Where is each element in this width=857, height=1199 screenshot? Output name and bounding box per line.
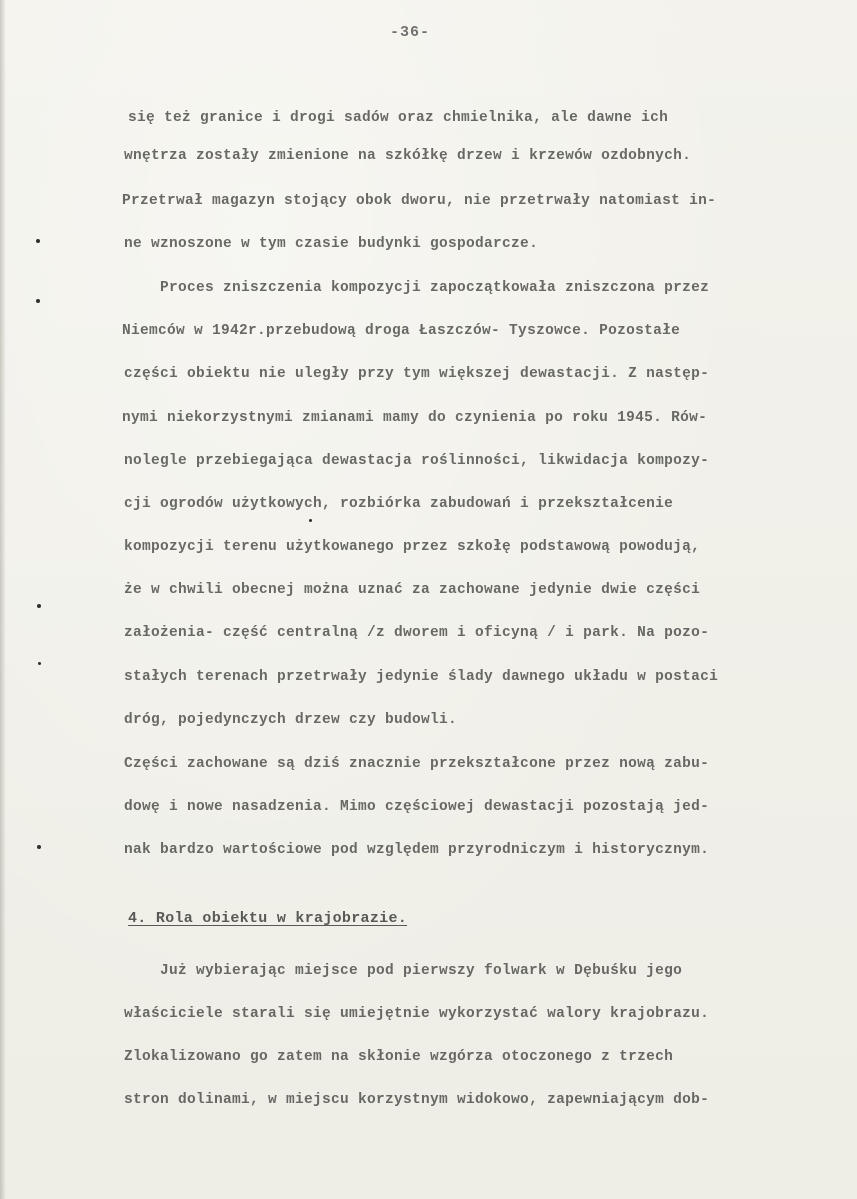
scan-speck [38,662,41,665]
text-line: Niemców w 1942r.przebudową droga Łaszczów- Tyszowce. Pozostałe [122,323,681,339]
text-line: ne wznoszone w tym czasie budynki gospodarcze. [124,236,539,252]
text-line: Proces zniszczenia kompozycji zapoczątkowała zniszczona przez [160,280,710,296]
section-heading: 4. Rola obiektu w krajobrazie. [128,910,408,927]
text-line: dowę i nowe nasadzenia. Mimo częściowej dewastacji pozostają jed- [124,799,710,815]
text-line: nolegle przebiegająca dewastacja roślinności, likwidacja kompozy- [124,453,710,469]
page-edge-shadow [0,0,6,1199]
text-line: że w chwili obecnej można uznać za zachowane jedynie dwie części [124,582,701,598]
scan-speck [37,845,41,849]
text-line: nak bardzo wartościowe pod względem przyrodniczym i historycznym. [124,842,710,858]
text-line: stron dolinami, w miejscu korzystnym widokowo, zapewniającym dob- [124,1092,710,1108]
scan-speck [37,604,41,608]
scan-speck [36,239,40,243]
text-line: Zlokalizowano go zatem na skłonie wzgórza otoczonego z trzech [124,1049,674,1065]
text-line: Przetrwał magazyn stojący obok dworu, nie przetrwały natomiast in- [122,193,717,209]
text-line: wnętrza zostały zmienione na szkółkę drzew i krzewów ozdobnych. [124,148,692,164]
text-line: założenia- część centralną /z dworem i oficyną / i park. Na pozo- [124,625,710,641]
text-line: się też granice i drogi sadów oraz chmielnika, ale dawne ich [128,110,669,126]
text-line: stałych terenach przetrwały jedynie ślady dawnego układu w postaci [124,669,719,685]
text-line: właściciele starali się umiejętnie wykorzystać walory krajobrazu. [124,1006,710,1022]
scan-speck [36,299,40,303]
text-line: nymi niekorzystnymi zmianami mamy do czynienia po roku 1945. Rów- [122,410,708,426]
text-line: kompozycji terenu użytkowanego przez szkołę podstawową powodują, [124,539,701,555]
page-number: -36- [390,24,431,41]
text-line: Części zachowane są dziś znacznie przekształcone przez nową zabu- [124,756,710,772]
scan-speck [309,519,312,522]
text-line: dróg, pojedynczych drzew czy budowli. [124,712,458,728]
text-line: części obiektu nie uległy przy tym większej dewastacji. Z następ- [124,366,710,382]
text-line: cji ogrodów użytkowych, rozbiórka zabudowań i przekształcenie [124,496,674,512]
text-line: Już wybierając miejsce pod pierwszy folwark w Dębuśku jego [160,963,683,979]
